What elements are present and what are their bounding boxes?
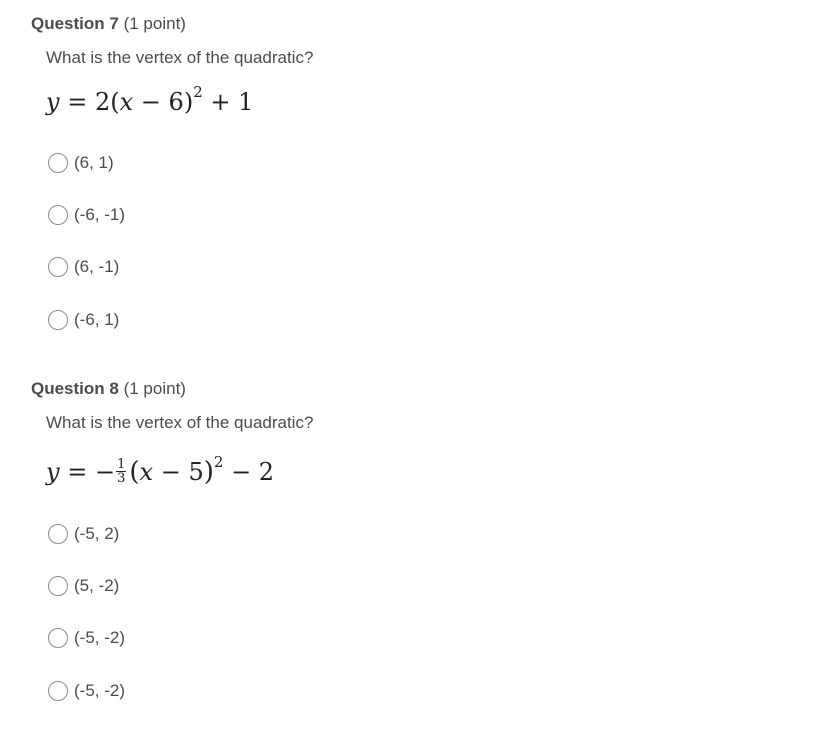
radio-button[interactable]: [48, 205, 68, 225]
equation-variable: x: [139, 458, 154, 486]
question-points: (1 point): [123, 14, 186, 33]
equation-sign: −: [94, 458, 116, 486]
choice-option[interactable]: [48, 308, 119, 332]
choice-label: (-6, -1): [74, 205, 125, 224]
choice-option[interactable]: [48, 151, 114, 175]
radio-button[interactable]: [48, 257, 68, 277]
equation-h: 5: [188, 458, 204, 486]
choice-option[interactable]: [48, 626, 125, 650]
question-points: (1 point): [123, 379, 186, 398]
equation-rest: − 2: [231, 458, 275, 486]
question-prompt: What is the vertex of the quadratic?: [46, 413, 314, 432]
equation-exponent: 2: [193, 83, 203, 101]
equation-h: 6: [168, 88, 184, 116]
equation-equals: =: [67, 458, 88, 486]
equation-coefficient: 2: [94, 88, 111, 116]
radio-button[interactable]: [48, 310, 68, 330]
equation-lhs: y: [46, 88, 60, 116]
fraction-denominator: 3: [117, 471, 126, 486]
radio-button[interactable]: [48, 576, 68, 596]
choice-label: (-5, 2): [74, 524, 120, 543]
equation-close-paren: ): [203, 457, 214, 487]
question-prompt: What is the vertex of the quadratic?: [46, 48, 314, 67]
radio-button[interactable]: [48, 153, 68, 173]
question-title: Question 7: [31, 14, 119, 33]
question-title: Question 8: [31, 379, 119, 398]
equation-open-paren: (: [110, 88, 120, 116]
fraction-numerator: 1: [117, 457, 126, 472]
choice-label: (-6, 1): [74, 310, 120, 329]
choice-label: (5, -2): [74, 576, 120, 595]
radio-button[interactable]: [48, 681, 68, 701]
radio-button[interactable]: [48, 628, 68, 648]
radio-button[interactable]: [48, 524, 68, 544]
equation-rest: + 1: [210, 88, 254, 116]
choice-option[interactable]: [48, 679, 125, 703]
equation-lhs: y: [46, 458, 60, 486]
choice-option[interactable]: [48, 522, 119, 546]
equation-open-paren: (: [129, 457, 140, 487]
equation: [46, 453, 275, 487]
choice-option[interactable]: [48, 574, 119, 598]
choice-option[interactable]: [48, 255, 119, 279]
equation-fraction: [116, 458, 126, 485]
equation: [46, 83, 254, 116]
equation-close-paren: ): [183, 88, 194, 116]
equation-operator: −: [160, 458, 181, 486]
equation-equals: =: [67, 88, 88, 116]
equation-operator: −: [140, 88, 161, 116]
choice-label: (-5, -2): [74, 681, 125, 700]
choice-option[interactable]: [48, 203, 125, 227]
equation-variable: x: [119, 88, 134, 116]
choice-label: (6, 1): [74, 153, 114, 172]
choice-label: (-5, -2): [74, 628, 125, 647]
choice-label: (6, -1): [74, 257, 120, 276]
question-header: [31, 14, 186, 34]
equation-exponent: 2: [213, 453, 224, 471]
question-header: [31, 379, 186, 399]
